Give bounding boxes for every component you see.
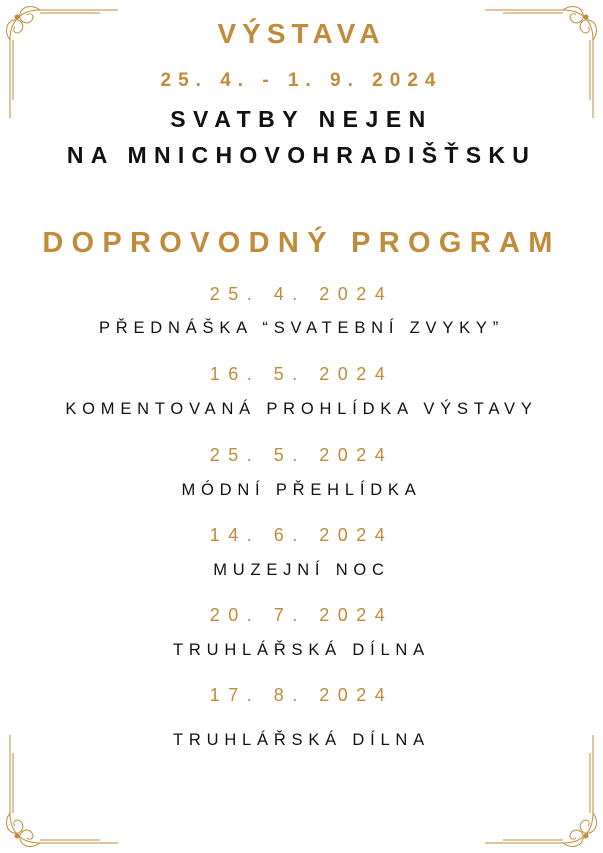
event-date: 17. 8. 2024 [209,685,394,705]
event-name: MÓDNÍ PŘEHLÍDKA [181,481,422,499]
event-date: 25. 5. 2024 [209,445,394,465]
exhibition-title-line1: SVATBY NEJEN [170,106,433,132]
event-name: TRUHLÁŘSKÁ DÍLNA [173,641,430,659]
corner-flourish-bottom-right-icon [483,733,603,853]
event-date: 16. 5. 2024 [209,364,394,384]
event-name: KOMENTOVANÁ PROHLÍDKA VÝSTAVY [65,400,538,418]
event-name: MUZEJNÍ NOC [213,561,390,579]
event-name: TRUHLÁŘSKÁ DÍLNA [173,731,430,749]
corner-flourish-bottom-left-icon [0,733,120,853]
exhibition-title-line2: NA MNICHOVOHRADIŠŤSKU [66,142,537,168]
exhibition-dates: 25. 4. - 1. 9. 2024 [160,70,443,91]
event-date: 14. 6. 2024 [209,525,394,545]
program-heading: DOPROVODNÝ PROGRAM [42,227,561,259]
event-date: 25. 4. 2024 [209,284,394,304]
exhibition-label: VÝSTAVA [217,18,386,49]
event-date: 20. 7. 2024 [209,605,394,625]
event-name: PŘEDNÁŠKA “SVATEBNÍ ZVYKY” [98,319,505,337]
